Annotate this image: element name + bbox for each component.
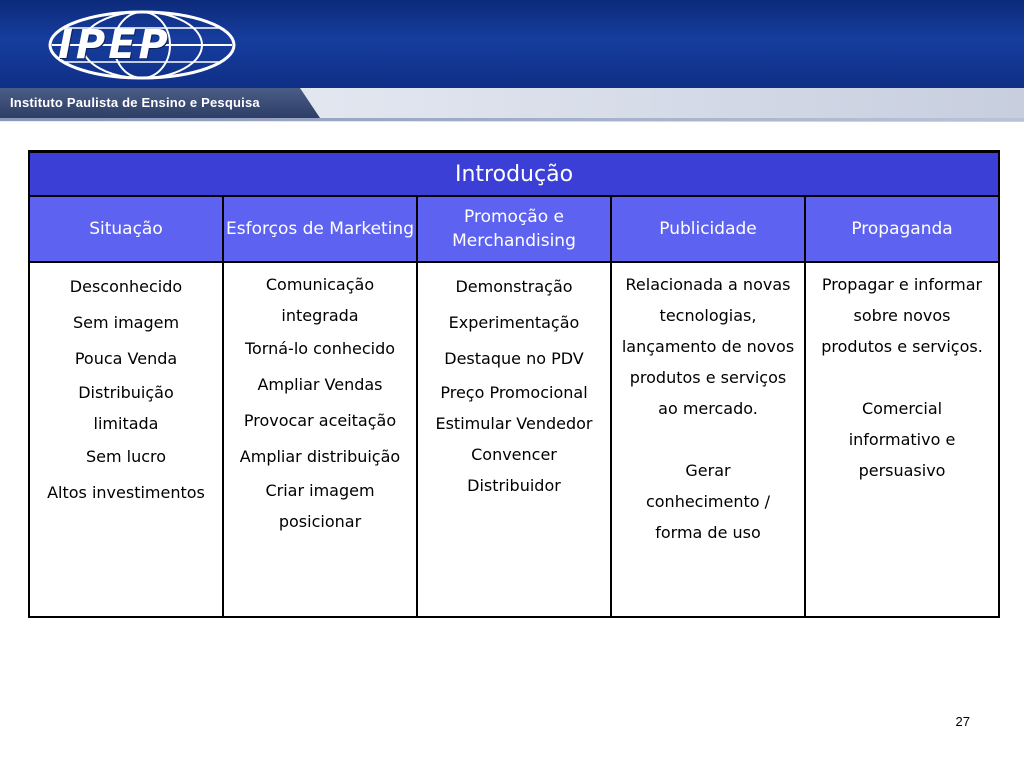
cell-publicidade [611,262,805,617]
paragraph: Gerar conhecimento / forma de uso [645,461,771,542]
list-item: Desconhecido [69,277,183,296]
list-item: Comunicação integrada [265,275,375,325]
list-item: Altos investimentos [47,483,205,502]
paragraph: Relacionada a novas tecnologias, lançamento de novos produtos e serviços ao mercado. [621,275,795,418]
column-header-promocao: Promoção e Merchandising [417,196,611,262]
list-item: Experimentação [448,313,580,332]
page-number: 27 [955,714,970,729]
list-item: Convencer Distribuidor [467,445,561,495]
list-item: Demonstração [455,277,573,296]
paragraph: Propagar e informar sobre novos produtos e serviços. [821,275,983,356]
table-title: Introdução [29,152,999,197]
list-item: Criar imagem posicionar [265,481,375,531]
institution-name: Instituto Paulista de Ensino e Pesquisa [10,95,260,110]
cell-situacao [29,262,223,617]
column-header-esforcos: Esforços de Marketing [223,196,417,262]
spacer [612,424,804,455]
list-item: Provocar aceitação [243,411,397,430]
cell-propaganda [805,262,999,617]
list-item: Preço Promocional [440,383,588,402]
column-header-publicidade: Publicidade [611,196,805,262]
list-item: Sem lucro [85,447,167,466]
logo-text: IPEP [58,22,171,68]
cell-promocao [417,262,611,617]
column-header-situacao: Situação [29,196,223,262]
cell-esforcos [223,262,417,617]
spacer [806,362,998,393]
list-item: Pouca Venda [74,349,178,368]
list-item: Sem imagem [72,313,180,332]
header-row [29,196,999,262]
body-row [29,262,999,617]
list-item: Ampliar Vendas [257,375,383,394]
list-item: Estimular Vendedor [435,414,593,433]
content-table [28,150,1000,618]
list-item: Ampliar distribuição [239,447,401,466]
list-item: Torná-lo conhecido [244,339,396,358]
list-item: Destaque no PDV [444,349,584,368]
column-header-propaganda: Propaganda [805,196,999,262]
list-item: Distribuição limitada [78,383,174,433]
content-table-wrapper [28,150,998,618]
title-row [29,152,999,197]
subheader-divider [0,118,1024,121]
paragraph: Comercial informativo e persuasivo [848,399,956,480]
